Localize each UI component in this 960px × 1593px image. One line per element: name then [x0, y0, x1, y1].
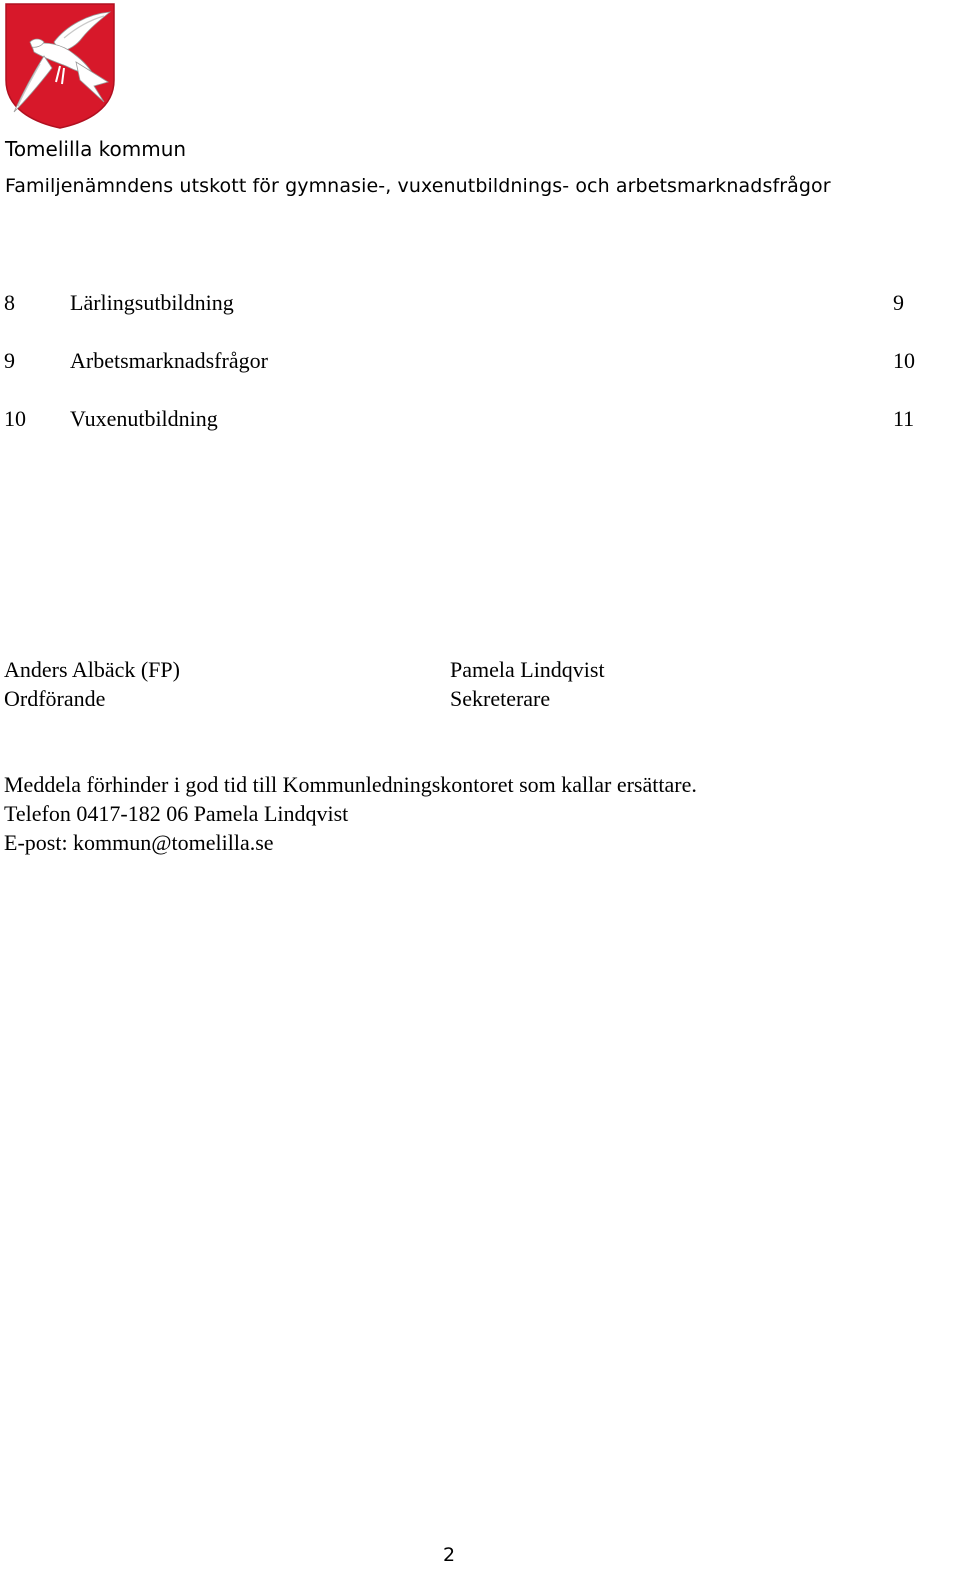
agenda-item-title: Arbetsmarknadsfrågor — [70, 348, 268, 373]
agenda-item-number: 8 — [4, 290, 15, 315]
committee-title: Familjenämndens utskott för gymnasie-, vuxenutbildnings- och arbetsmarknadsfrågor — [5, 175, 831, 197]
agenda-row — [4, 346, 924, 404]
agenda-item-number: 10 — [4, 406, 26, 431]
contact-notice — [4, 770, 697, 857]
agenda-item-page: 10 — [893, 348, 915, 373]
chair-signature-block — [4, 655, 180, 713]
email-line: E-post: kommun@tomelilla.se — [4, 830, 274, 855]
agenda-item-page: 11 — [893, 406, 915, 431]
tomelilla-coat-of-arms-logo — [4, 2, 116, 130]
secretary-name: Pamela Lindqvist — [450, 657, 605, 682]
phone-line: Telefon 0417-182 06 Pamela Lindqvist — [4, 801, 349, 826]
agenda-item-title: Lärlingsutbildning — [70, 290, 234, 315]
chair-name: Anders Albäck (FP) — [4, 657, 180, 682]
secretary-signature-block — [450, 655, 605, 713]
chair-role: Ordförande — [4, 686, 106, 711]
agenda-list — [4, 288, 924, 462]
agenda-item-title: Vuxenutbildning — [70, 406, 218, 431]
notice-line: Meddela förhinder i god tid till Kommunledningskontoret som kallar ersättare. — [4, 772, 697, 797]
agenda-item-number: 9 — [4, 348, 15, 373]
agenda-row — [4, 288, 924, 346]
secretary-role: Sekreterare — [450, 686, 551, 711]
organization-name: Tomelilla kommun — [5, 137, 187, 161]
page-number: 2 — [443, 1544, 456, 1566]
agenda-row — [4, 404, 924, 462]
agenda-item-page: 9 — [893, 290, 904, 315]
